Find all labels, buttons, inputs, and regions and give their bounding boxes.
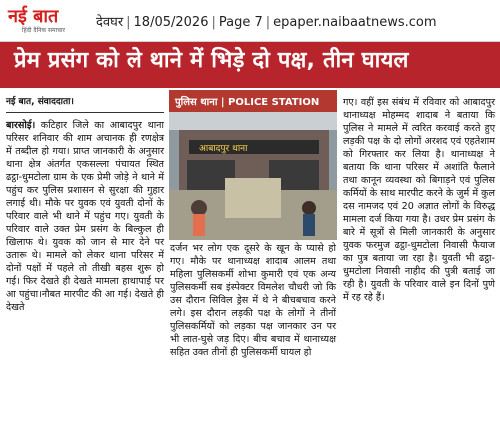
city-label: देवघर (96, 14, 124, 30)
photo-sign-text: पुलिस थाना | POLICE STATION (175, 97, 320, 108)
article-body (0, 90, 500, 428)
column-1-text: कटिहार जिले का आबादपुर थाना परिसर शनिवार की शाम अचानक ही रणक्षेत्र में तब्दील हो गया। प्राप्त जानकारी के अनुसार थाना क्षेत्र अंतर्गत एकसल्ला पंचायत स्थित ढट्ठा-धुमटोला ग्राम के एक प्रेमी जोड़े ने थाने में पहुंच कर पुलिस प्रशासन से सुरक्षा की गुहार लगाई थी। मौके पर युवक एवं युवती दोनों के परिवार वाले भी थाने में पहुंच गए। युवती के परिवार वाले उक्त प्रेम प्रसंग के बिल्कुल ही खिलाफ थे। युवक को जान से मार देने पर उतारू थे। मामले को लेकर थाना परिसर में दोनों पक्षों में पहले तो तीखी बहस शुरू हो गई। फिर देखते ही देखते मामला हाथापाई पर आ पहुंचा।नौबत मारपीट की आ गई। देखते ही देखते (6, 120, 164, 313)
photo-sign-text-2: आबादपुर थाना (199, 144, 248, 154)
newspaper-logo[interactable] (8, 5, 70, 37)
article-column-3: गए। वहीं इस संबंध में रविवार को आबादपुर थानाध्यक्ष मोहम्मद शादाब ने बताया कि पुलिस ने मामले में त्वरित करवाई करते हुए लड़की पक्ष के दो लोगों अरशद एवं एहतेशाम को गिरफ्तार कर लिया है। थानाध्यक्ष ने बताया कि थाना परिसर में अशांति फैलाने तथा कानून व्यवस्था को बिगाड़ने एवं पुलिस कर्मियों के साथ मारपीट करने के जुर्म में कुल दस नामजद एवं 20 अज्ञात लोगों के विरुद्ध मामला दर्ज किया गया है। उधर प्रेम प्रसंग के बारे में सूत्रों से मिली जानकारी के अनुसार युवक फरमुज ढट्ठा-धुमटोला निवासी फैयाज का पुत्र बताया जा रहा है। युवती भी ढट्ठा-धुमटोला निवासी नाहीद की पुत्री बताई जा रही है। युवती के परिवार वाले इन दिनों पुणे में रह रहे हैं। (343, 97, 495, 303)
page-label: Page 7 (218, 14, 263, 30)
date-label: 18/05/2026 (133, 14, 209, 30)
byline: नई बात, संवाददाता। (6, 96, 164, 113)
logo-text: नई बात (8, 5, 59, 27)
police-station-photo (169, 90, 337, 240)
masthead (0, 0, 500, 42)
article-headline: प्रेम प्रसंग को ले थाने में भिड़े दो पक्ष, तीन घायल (14, 48, 409, 73)
article-column-2: दर्जन भर लोग एक दूसरे के खून के प्यासे हो गए। मौके पर थानाध्यक्ष शादाब आलम तथा महिला पुलिसकर्मी शोभा कुमारी एवं एक अन्य पुलिसकर्मी सब इंस्पेक्टर विमलेश चौधरी जो कि उस दौरान सिविल ड्रेस में थे ने बीचबचाव करने लगे। इस दौरान लड़की पक्ष के लोगों ने तीनों पुलिसकर्मियों को लड़का पक्ष जानकार उन पर भी लात-घुसे जड़ दिए। बीच बचाव में थानाध्यक्ष सहित उक्त तीनों ही पुलिसकर्मी घायल हो (170, 243, 336, 358)
logo-tagline: हिंदी दैनिक समाचार (22, 26, 65, 34)
edition-info: देवघर | 18/05/2026 | Page 7 | epaper.naibaatnews.com (96, 14, 437, 30)
article-column-1 (6, 96, 164, 314)
dateline: बारसोई। (6, 120, 36, 131)
site-link[interactable]: epaper.naibaatnews.com (273, 14, 437, 30)
